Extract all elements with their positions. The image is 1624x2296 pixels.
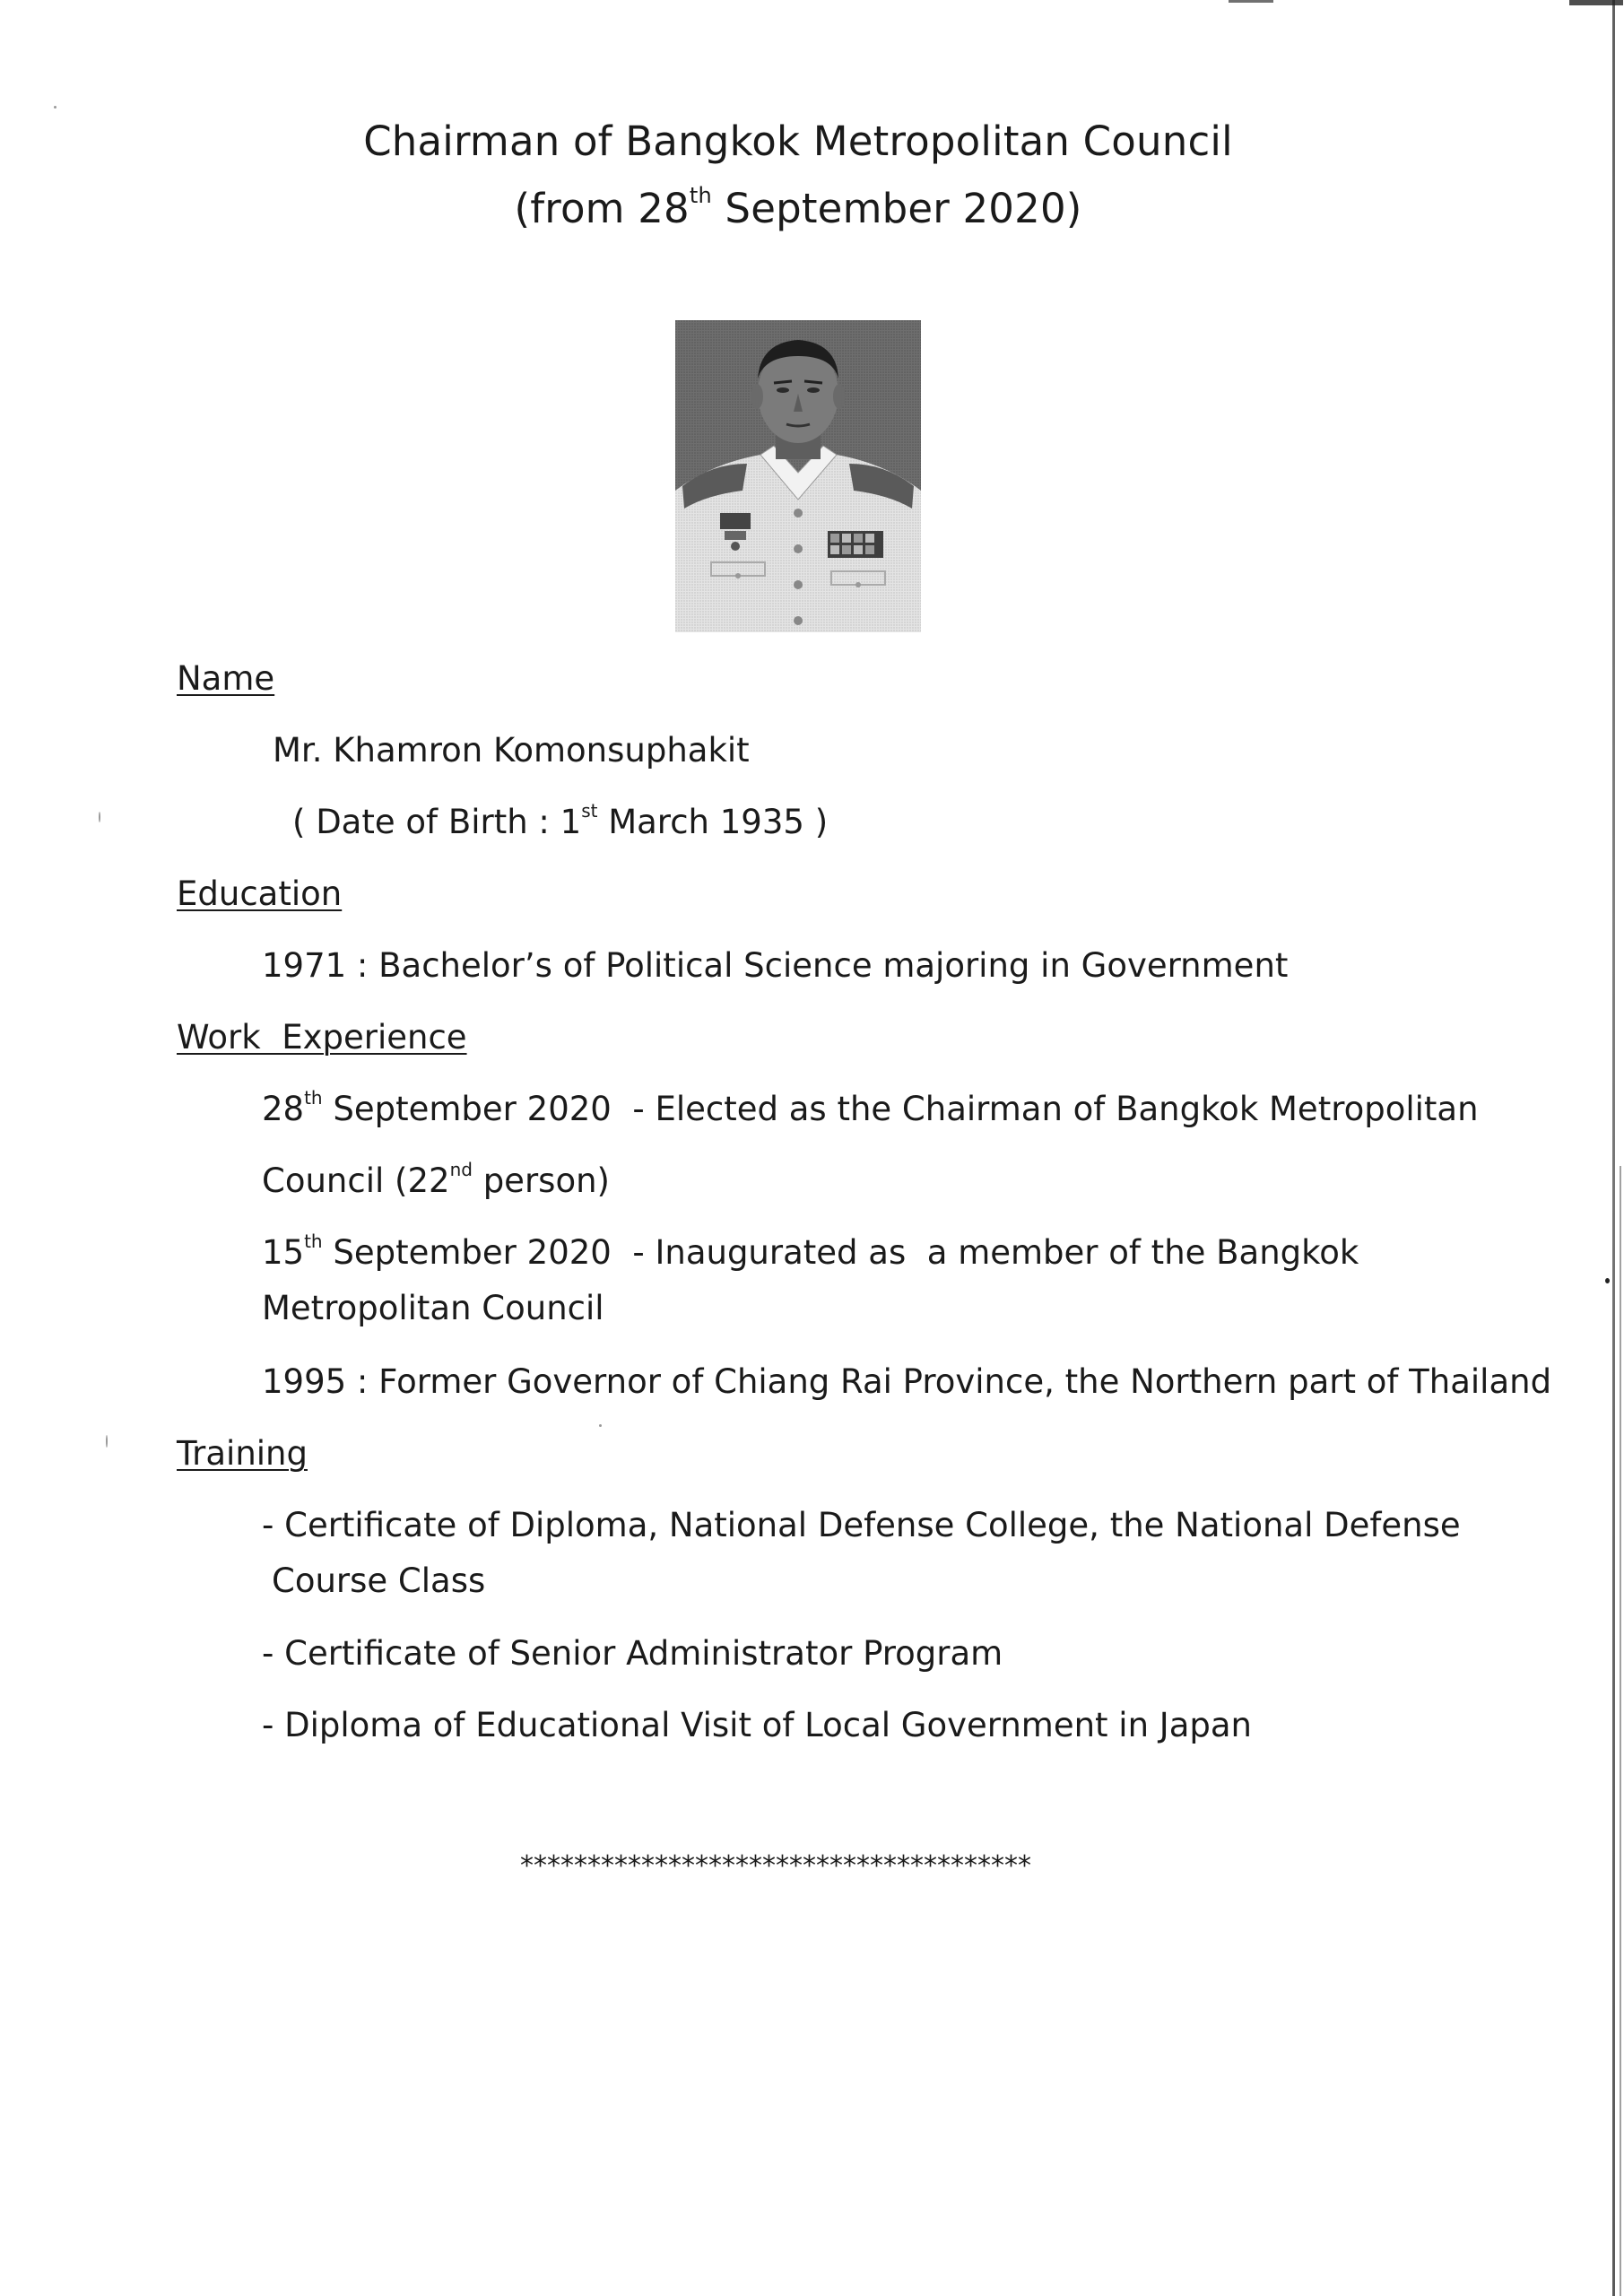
work-entry-1-line-2 bbox=[262, 1159, 610, 1200]
title-line-2-superscript: th bbox=[689, 183, 712, 208]
page-title bbox=[0, 117, 1596, 165]
portrait-photo-icon bbox=[675, 320, 921, 632]
title-line-2-prefix: (from 28 bbox=[514, 185, 690, 232]
dob-prefix: ( Date of Birth : 1 bbox=[292, 803, 582, 841]
dob-superscript: st bbox=[581, 800, 598, 822]
scan-speck bbox=[54, 106, 56, 109]
scan-speck bbox=[1605, 1278, 1610, 1283]
scan-speck bbox=[99, 812, 100, 822]
work-entry-2-line-2: Metropolitan Council bbox=[262, 1289, 604, 1327]
training-item-1-line-1: - Certificate of Diploma, National Defense College, the National Defense bbox=[262, 1506, 1461, 1544]
work-entry-1-line-2-superscript: nd bbox=[449, 1159, 473, 1180]
work-entry-2-text: September 2020 - Inaugurated as a member of the Bangkok bbox=[322, 1233, 1359, 1272]
work-entry-2-day-superscript: th bbox=[304, 1231, 323, 1252]
section-heading-training: Training bbox=[177, 1434, 308, 1473]
scan-edge-shadow-secondary bbox=[1620, 1166, 1621, 2296]
training-item-2: - Certificate of Senior Administrator Program bbox=[262, 1634, 1003, 1673]
page-subtitle bbox=[0, 183, 1596, 232]
scan-speck bbox=[599, 1424, 602, 1427]
title-line-2-suffix: September 2020) bbox=[711, 185, 1082, 232]
work-entry-1-day: 28 bbox=[262, 1090, 305, 1128]
person-name: Mr. Khamron Komonsuphakit bbox=[273, 731, 750, 770]
work-entry-2-day: 15 bbox=[262, 1233, 305, 1272]
work-entry-3: 1995 : Former Governor of Chiang Rai Province, the Northern part of Thailand bbox=[262, 1362, 1552, 1401]
scan-edge-shadow bbox=[1612, 0, 1615, 2296]
footer-separator: ************************************** bbox=[520, 1850, 1031, 1882]
scan-top-mark-left bbox=[1229, 0, 1273, 3]
work-entry-1-line-2-suffix: person) bbox=[472, 1161, 610, 1200]
dob-suffix: March 1935 ) bbox=[597, 803, 829, 841]
section-heading-name: Name bbox=[177, 659, 275, 698]
portrait-photo bbox=[675, 320, 921, 632]
title-line-1: Chairman of Bangkok Metropolitan Council bbox=[363, 117, 1233, 165]
work-entry-1-line-1 bbox=[262, 1087, 1479, 1128]
work-entry-1-text: September 2020 - Elected as the Chairman of Bangkok Metropolitan bbox=[322, 1090, 1479, 1128]
section-heading-work-experience: Work Experience bbox=[177, 1018, 467, 1057]
scan-top-mark bbox=[1569, 0, 1623, 5]
date-of-birth bbox=[292, 800, 829, 841]
training-item-3: - Diploma of Educational Visit of Local Government in Japan bbox=[262, 1706, 1252, 1744]
training-item-1-line-2: Course Class bbox=[272, 1561, 486, 1600]
work-entry-1-day-superscript: th bbox=[304, 1087, 323, 1109]
scan-speck bbox=[106, 1435, 108, 1448]
work-entry-2-line-1 bbox=[262, 1231, 1359, 1272]
work-entry-1-line-2-prefix: Council (22 bbox=[262, 1161, 450, 1200]
education-entry: 1971 : Bachelor’s of Political Science majoring in Government bbox=[262, 946, 1289, 985]
section-heading-education: Education bbox=[177, 874, 343, 913]
